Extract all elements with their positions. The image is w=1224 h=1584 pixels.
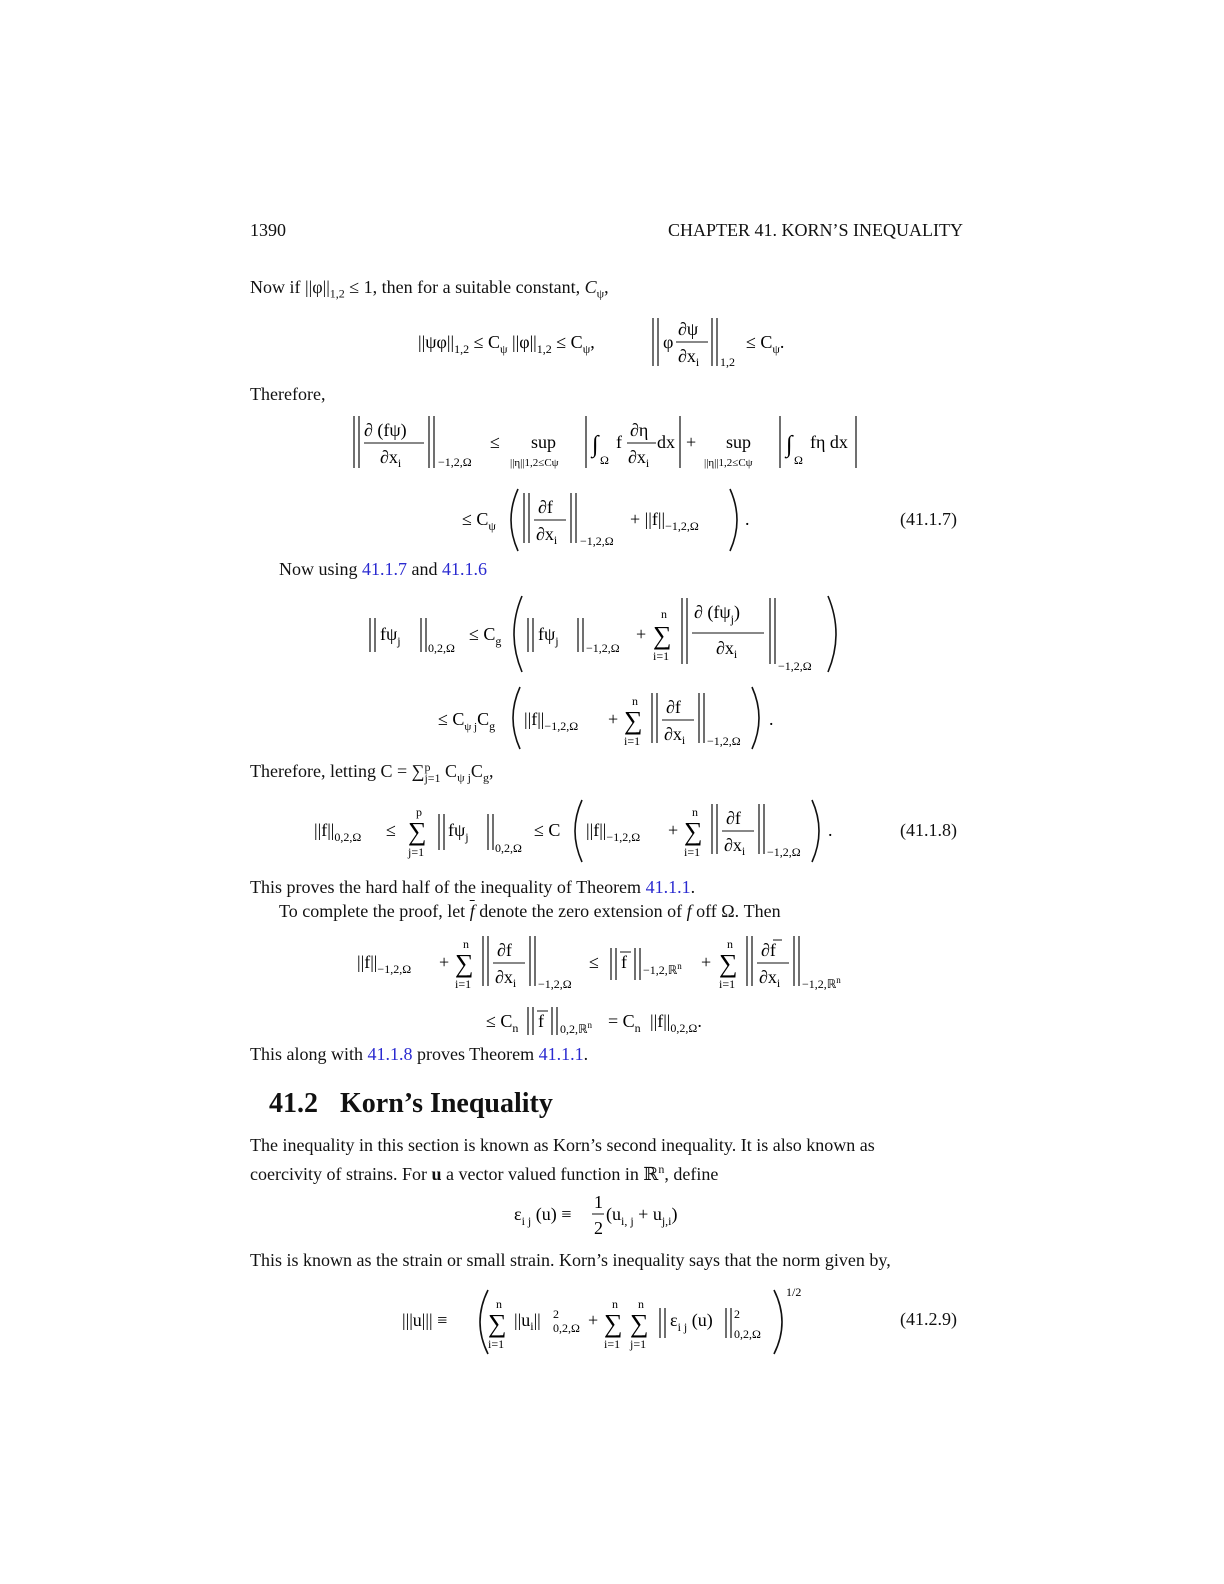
eq717a-sup1: sup [531, 432, 557, 452]
eq717a-den-sub: i [397, 456, 402, 470]
eq-psi-norm-sub: 1,2 [720, 355, 735, 369]
eq729-power: 1/2 [786, 1285, 802, 1299]
eqza-den2-sub: i [776, 976, 781, 990]
eq729-t1-sub: 0,2,Ω [553, 1321, 580, 1335]
therefore2-cg: C [470, 761, 483, 781]
equation-zero-extension-line-2 [484, 1003, 744, 1041]
page-number: 1390 [250, 220, 286, 240]
ref-theorem-41-1-1-link[interactable]: 41.1.1 [645, 877, 691, 897]
eqza-norm-sub: −1,2,Ω [538, 977, 572, 991]
svg-text:∂xi [724, 835, 746, 858]
svg-text:(ui, j + uj,i) [606, 1204, 678, 1228]
paren-left [513, 687, 520, 749]
eq718-lhs: ||f|| [314, 820, 335, 840]
eq718-norm-sub: −1,2,Ω [767, 845, 801, 859]
paren-right [812, 800, 819, 862]
para1-post: , [604, 277, 609, 297]
eqcb-norm-sub: −1,2,Ω [707, 734, 741, 748]
para1-pre: Now if ||φ|| [250, 277, 330, 297]
eqca-lhs-norm-sub: 0,2,Ω [428, 641, 455, 655]
eq-psi-b-sub: ψ [499, 342, 508, 356]
paren-left [575, 800, 582, 862]
paren-right [752, 687, 759, 749]
eq729-t1-end: || [533, 1310, 541, 1330]
eq729-sum3-top: n [638, 1297, 644, 1311]
eq717a-int2: ∫ [786, 432, 793, 458]
along-with-post: . [583, 1044, 589, 1064]
eq729-sum1-top: n [496, 1297, 502, 1311]
eq-psi-e: , [590, 332, 595, 352]
ref-theorem-41-1-1-link-2[interactable]: 41.1.1 [538, 1044, 584, 1064]
proves-hard-post: . [690, 877, 696, 897]
strain-plus: + u [633, 1204, 662, 1224]
svg-text:≤ Cg [469, 624, 501, 648]
paren-right [730, 489, 737, 551]
eqza-den: ∂x [495, 967, 513, 987]
paren-left [511, 489, 518, 551]
eq718-lhs-sub: 0,2,Ω [334, 830, 362, 844]
ref-41-1-7-link[interactable]: 41.1.7 [362, 559, 408, 579]
therefore2-cgsub: g [482, 770, 489, 785]
eq729-t1: ||u [514, 1310, 531, 1330]
eq-psi-c-sub: 1,2 [536, 342, 552, 356]
paren-right [828, 596, 836, 672]
ref-41-1-6-link[interactable]: 41.1.6 [442, 559, 488, 579]
eqza-t1: ||f|| [357, 952, 378, 972]
eqcb-sum-top: n [632, 694, 638, 708]
eqzb-t2-sub: 0,2,Ω [670, 1021, 698, 1035]
strain-equiv: ≡ [556, 1204, 572, 1224]
eqca-norm-sub: −1,2,Ω [778, 659, 812, 673]
eq718-plus: + [668, 820, 679, 840]
strain-s1: i, j [621, 1214, 634, 1228]
svg-text:≤ Cn [486, 1011, 518, 1035]
svg-text:+ ||f||−1,2,Ω [630, 509, 699, 533]
eq717a-int1-sub: Ω [600, 453, 609, 467]
eq729-lhs: |||u||| ≡ [402, 1310, 448, 1330]
eqzb-le: ≤ C [486, 1011, 513, 1031]
para1-sub: 1,2 [329, 286, 345, 301]
svg-text:||f||0,2,Ω. [650, 1011, 702, 1035]
para-now-if [250, 275, 609, 306]
equation-strain [512, 1188, 712, 1242]
eqcb-t1: ||f|| [524, 709, 545, 729]
equation-number-41-2-9: (41.2.9) [900, 1309, 957, 1329]
eq717a-norm-sub: −1,2,Ω [438, 455, 472, 469]
therefore2-psub: ψ j [457, 770, 471, 785]
eq718-le2: ≤ C [534, 820, 561, 840]
eqza-sum: ∑ [455, 949, 474, 978]
along-with [250, 1042, 588, 1066]
eqcb-sum-bot: i=1 [624, 734, 641, 748]
eq718-sum2-top: n [692, 805, 698, 819]
eq717a-le: ≤ [490, 432, 500, 452]
eqzb-t2: ||f|| [650, 1011, 671, 1031]
eq729-sum2-top: n [612, 1297, 618, 1311]
para1-csub: ψ [596, 286, 605, 301]
eq729-sum2: ∑ [604, 1309, 623, 1338]
eq729-t1-sup: 2 [553, 1307, 559, 1321]
along-with-pre: This along with [250, 1044, 368, 1064]
eq729-t1-i: i [530, 1319, 534, 1333]
chapter-title: CHAPTER 41. KORN’S INEQUALITY [668, 220, 963, 240]
eq729-sum3-bot: j=1 [630, 1337, 647, 1351]
eqza-sum-top: n [463, 937, 469, 951]
eq717a-eta-den: ∂x [628, 447, 646, 467]
svg-text:||ui|| [514, 1310, 541, 1333]
section-title: Korn’s Inequality [340, 1088, 553, 1119]
therefore2-sup: p [424, 759, 431, 774]
svg-text:fψj [538, 624, 559, 648]
eqca-t1-sub: j [555, 634, 559, 648]
svg-text:= Cn [608, 1011, 641, 1035]
eqca-plus: + [636, 624, 647, 644]
eq-psi-d-sub: ψ [582, 342, 591, 356]
now-using-pre: Now using [279, 559, 363, 579]
svg-text:≤ Cψ jCg [438, 709, 495, 733]
eq717b-le-sub: ψ [488, 519, 496, 533]
svg-text:||f||0,2,Ω [314, 820, 361, 844]
eq729-t2-normsub: 0,2,Ω [734, 1327, 761, 1341]
eq-psi-f: ≤ C [746, 332, 773, 352]
svg-text:||f||−1,2,Ω [524, 709, 578, 733]
strain-paren-open: (u [606, 1204, 621, 1224]
svg-text:||ψφ||1,2 ≤ Cψ ||φ||1,2 ≤ Cψ, [418, 332, 595, 356]
eqzb-t-sup: n [587, 1020, 593, 1030]
equation-41-1-7-line-1 [350, 410, 870, 475]
svg-text:||f||−1,2,Ω [586, 820, 640, 844]
eqza-le: ≤ [589, 952, 599, 972]
section-heading [269, 1088, 553, 1120]
along-with-mid: proves Theorem [412, 1044, 539, 1064]
eqcb-le-sub: ψ j [464, 721, 478, 733]
eqcb-end: . [769, 709, 774, 729]
eqca-sum-bot: i=1 [653, 649, 670, 663]
eq718-t1-sub: −1,2,Ω [606, 830, 641, 844]
eqcb-den: ∂x [664, 724, 682, 744]
eqca-num-sub: j [730, 612, 734, 626]
complete-proof-fbar: $\overline{f}$ [469, 901, 475, 921]
eqca-num-end: ) [734, 602, 740, 622]
eq717a-plus: + [686, 432, 697, 452]
eq729-sum2-bot: i=1 [604, 1337, 621, 1351]
eqza-t1-sub: −1,2,Ω [377, 962, 412, 976]
eq718-den-sub: i [741, 844, 746, 858]
therefore-letting [250, 759, 493, 790]
svg-text:∂xi [678, 346, 700, 369]
now-using [279, 557, 487, 581]
complete-proof [279, 899, 781, 923]
eq729-sum3: ∑ [630, 1309, 649, 1338]
intro-line2-pre: coercivity of strains. For [250, 1164, 432, 1184]
eqca-le: ≤ C [469, 624, 496, 644]
eq718-sum2: ∑ [684, 817, 703, 846]
eq718-le: ≤ [386, 820, 396, 840]
equation-41-2-9 [400, 1282, 820, 1358]
eqzb-t: f [538, 1011, 544, 1031]
eqza-num: ∂f [497, 940, 512, 960]
eq718-t-sub: j [465, 830, 469, 844]
svg-text:∂ (fψj) [694, 602, 740, 626]
eqca-lhs: fψ [380, 624, 398, 644]
eq-psi-phi: φ [663, 332, 674, 352]
eq717b-den: ∂x [536, 524, 554, 544]
eq717a-sup1-sub: ||η||1,2≤Cψ [510, 457, 559, 469]
eq-psi-g: . [779, 332, 785, 352]
eq717b-num: ∂f [538, 497, 553, 517]
therefore2-post: C [440, 761, 458, 781]
eq718-sum-bot: j=1 [408, 845, 425, 859]
eq729-t2-sub: i j [677, 1320, 688, 1334]
eqcb-le: ≤ C [438, 709, 465, 729]
eq717a-sup2-sub: ||η||1,2≤Cψ [704, 457, 753, 469]
eq717b-den-sub: i [553, 533, 558, 547]
eq729-t2-sup: 2 [734, 1307, 740, 1321]
eq718-num: ∂f [726, 808, 741, 828]
eqzb-end: . [697, 1011, 702, 1031]
eqca-t1: fψ [538, 624, 556, 644]
eqca-sum-top: n [661, 607, 667, 621]
eqzb-t-sub: 0,2,ℝ [560, 1022, 588, 1036]
eq717a-dx1: dx [657, 432, 675, 452]
svg-text:||f||−1,2,Ω [357, 952, 411, 976]
eq729-plus: + [588, 1310, 599, 1330]
eqza-t2-sup: n [677, 961, 682, 971]
eqcb-num: ∂f [666, 697, 681, 717]
strain-text: This is known as the strain or small strain. Korn’s inequality says that the norm given by, [250, 1250, 891, 1270]
para1-mid: ≤ 1, then for a suitable constant, [344, 277, 585, 297]
eqza-t2-sub: −1,2,ℝ [643, 963, 678, 977]
complete-proof-mid: denote the zero extension of [474, 901, 687, 921]
eqza-norm2-sup: n [836, 975, 841, 985]
svg-text:∂xi [759, 967, 781, 990]
svg-text:εi j (u) ≡ [514, 1204, 571, 1228]
eq-psi-num: ∂ψ [678, 319, 699, 339]
eq-psi-c: ||φ|| [507, 332, 537, 352]
eq717b-le: ≤ C [462, 509, 489, 529]
strain-s2: j,i [661, 1214, 672, 1228]
svg-text:fψj [448, 820, 469, 844]
eq718-end: . [828, 820, 833, 840]
eq729-t2: ε [670, 1310, 678, 1330]
intro-line2-mid: a vector valued function in ℝ [441, 1164, 659, 1184]
eq717a-eta-num: ∂η [630, 420, 649, 440]
eqcb-t1-sub: −1,2,Ω [544, 719, 579, 733]
eq-psi-den: ∂x [678, 346, 696, 366]
eq-psi-a: ||ψφ|| [418, 332, 455, 352]
eq-psi-f-sub: ψ [772, 342, 780, 356]
eq717a-eta-den-sub: i [645, 456, 650, 470]
complete-proof-pre: To complete the proof, let [279, 901, 470, 921]
eq718-t: fψ [448, 820, 466, 840]
eqza-sum2-top: n [727, 937, 733, 951]
eq717b-plus-sub: −1,2,Ω [665, 519, 699, 533]
eq717a-int1: ∫ [592, 432, 599, 458]
eq729-sum1-bot: i=1 [488, 1337, 505, 1351]
svg-text:∂xi [536, 524, 558, 547]
eq718-sum2-bot: i=1 [684, 845, 701, 859]
therefore2-end: , [488, 761, 494, 781]
eqca-den-sub: i [733, 647, 738, 661]
eqca-den: ∂x [716, 638, 734, 658]
eqca-num: ∂ (fψ [694, 602, 731, 622]
intro-line-2 [250, 1157, 718, 1186]
svg-text:fψj [380, 624, 401, 648]
eqza-den2: ∂x [759, 967, 777, 987]
eqza-plus: + [439, 952, 450, 972]
eq717b-end: . [745, 509, 750, 529]
svg-text:∂xi [664, 724, 686, 747]
eq718-den: ∂x [724, 835, 742, 855]
eq729-t2-arg: (u) [687, 1310, 713, 1330]
eq717a-int2-sub: Ω [794, 453, 803, 467]
eqcb-den-sub: i [681, 733, 686, 747]
eq717a-den: ∂x [380, 447, 398, 467]
proves-hard-pre: This proves the hard half of the inequality of Theorem [250, 877, 646, 897]
eqcb-cg-sub: g [489, 719, 496, 733]
equation-cg-line-2 [436, 683, 786, 753]
paren-left [514, 596, 522, 672]
now-using-mid: and [407, 559, 443, 579]
eqzb-eq-sub: n [634, 1021, 641, 1035]
eq717a-num: ∂ (fψ) [364, 420, 407, 440]
paren-left [480, 1290, 488, 1354]
strain-eps-sub: i j [521, 1214, 532, 1228]
eqza-den-sub: i [512, 976, 517, 990]
eq717a-fn: fη dx [810, 432, 848, 452]
eq717a-sup2: sup [726, 432, 752, 452]
eq718-sum: ∑ [408, 817, 427, 846]
strain-arg: (u) [531, 1204, 557, 1224]
eqca-le-sub: g [495, 634, 502, 648]
eqza-norm2-sub: −1,2,ℝ [802, 977, 837, 991]
therefore-1: Therefore, [250, 384, 326, 404]
eqca-sum: ∑ [653, 621, 672, 650]
eqcb-cg: C [477, 709, 490, 729]
eq718-t1: ||f|| [586, 820, 607, 840]
eqca-t1-norm-sub: −1,2,Ω [586, 641, 620, 655]
therefore2-sub: j=1 [424, 770, 441, 785]
svg-text:∂xi [716, 638, 738, 661]
intro-bold-u: u [431, 1164, 442, 1184]
eq717a-f1: f [616, 432, 622, 452]
paren-right [774, 1290, 782, 1354]
eq-psi-den-sub: i [695, 355, 700, 369]
strain-den: 2 [594, 1218, 603, 1238]
intro-line-1: The inequality in this section is known as Korn’s second inequality. It is also known as [250, 1135, 875, 1155]
eqza-sum2-bot: i=1 [719, 977, 736, 991]
eqza-sum-bot: i=1 [455, 977, 472, 991]
intro-line2-sup: n [658, 1162, 665, 1176]
svg-text:0,2,ℝn [560, 1020, 593, 1036]
complete-proof-f: f [686, 901, 692, 921]
complete-proof-post: off Ω. Then [691, 901, 781, 921]
equation-41-1-7-line-2 [460, 483, 760, 553]
svg-text:εi j (u) [670, 1310, 713, 1334]
section-number: 41.2 [269, 1088, 318, 1119]
equation-number-41-1-8: (41.1.8) [900, 820, 957, 840]
eqcb-plus: + [608, 709, 619, 729]
strain-num: 1 [594, 1192, 603, 1212]
eq718-sum-top: p [416, 805, 422, 819]
strain-eps: ε [514, 1204, 522, 1224]
eq717b-plus: + ||f|| [630, 509, 666, 529]
strain-paren-close: ) [671, 1204, 678, 1224]
eqza-t2: f [621, 952, 627, 972]
eqzb-le-sub: n [512, 1021, 519, 1035]
eq-psi-b: ≤ C [469, 332, 500, 352]
equation-41-1-8 [312, 796, 842, 866]
equation-zero-extension-line-1 [355, 930, 865, 998]
intro-line2-post: , define [664, 1164, 719, 1184]
svg-text:≤ Cψ. [746, 332, 784, 356]
svg-text:−1,2,ℝn [802, 975, 841, 991]
ref-41-1-8-link[interactable]: 41.1.8 [367, 1044, 413, 1064]
eqcb-sum: ∑ [624, 706, 643, 735]
para1-c: C [584, 277, 597, 297]
therefore2-pre: Therefore, letting C = ∑ [250, 761, 425, 781]
eq729-sum1: ∑ [488, 1309, 507, 1338]
eqzb-eq: = C [608, 1011, 635, 1031]
eq-psi-d: ≤ C [551, 332, 583, 352]
equation-number-41-1-7: (41.1.7) [900, 509, 957, 529]
eq718-t-norm-sub: 0,2,Ω [495, 841, 522, 855]
eqza-num2: ∂f [761, 940, 776, 960]
eq717b-norm-sub: −1,2,Ω [580, 534, 614, 548]
svg-text:∂xi [380, 447, 402, 470]
svg-text:∂xi [628, 447, 650, 470]
eqza-sum2: ∑ [719, 949, 738, 978]
eq-psi-a-sub: 1,2 [454, 342, 470, 356]
equation-cg-line-1 [366, 592, 846, 674]
svg-text:≤ Cψ [462, 509, 496, 533]
svg-text:−1,2,ℝn [643, 961, 682, 977]
svg-text:∂xi [495, 967, 517, 990]
proves-hard-half [250, 875, 695, 899]
equation-psi-phi [400, 310, 820, 375]
eqza-plus2: + [701, 952, 712, 972]
eqca-lhs-sub: j [397, 634, 401, 648]
